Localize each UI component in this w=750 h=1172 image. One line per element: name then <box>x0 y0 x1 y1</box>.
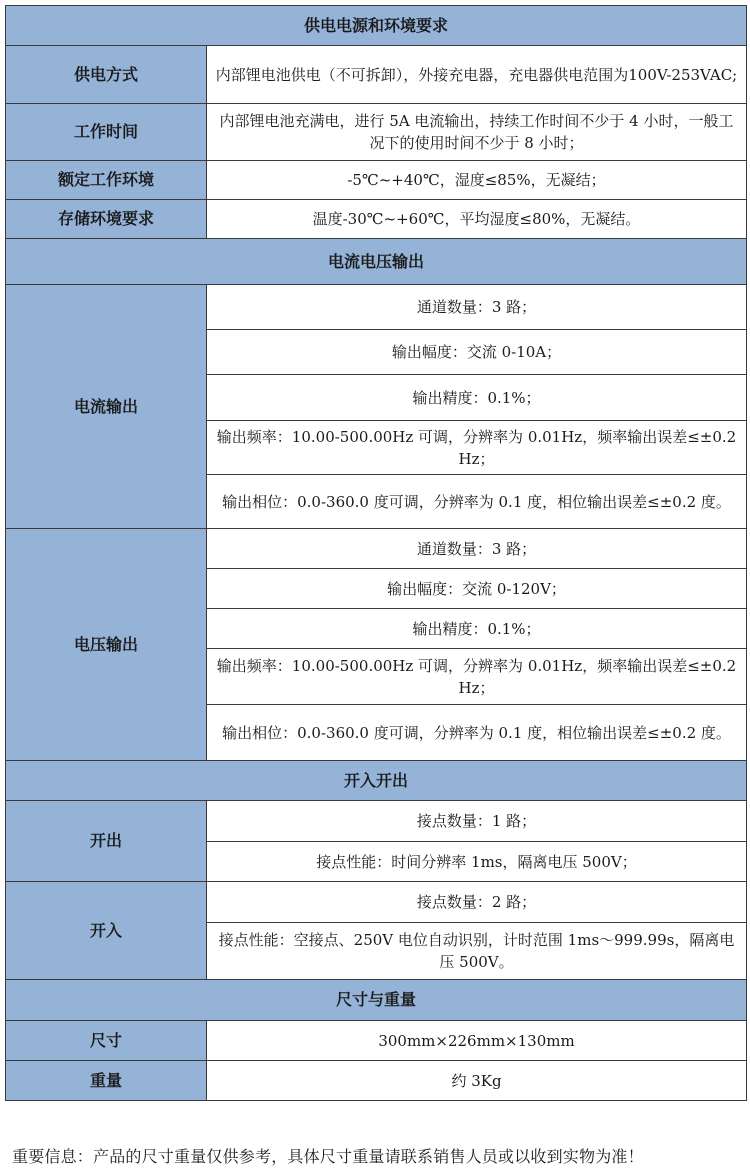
row-value: 300mm×226mm×130mm <box>207 1021 747 1061</box>
section-header-row <box>6 761 747 801</box>
table-row <box>6 1021 747 1061</box>
row-label: 开出 <box>6 801 207 882</box>
row-label: 电流输出 <box>6 285 207 529</box>
section-header-output: 电流电压输出 <box>6 239 747 285</box>
section-header-row <box>6 6 747 46</box>
spec-table <box>5 5 747 1101</box>
row-value: 输出幅度：交流 0-10A； <box>207 330 747 375</box>
table-row <box>6 882 747 923</box>
footnote: 重要信息：产品的尺寸重量仅供参考，具体尺寸重量请联系销售人员或以收到实物为准！ <box>12 1147 644 1166</box>
row-value: 输出精度：0.1%； <box>207 375 747 421</box>
row-value: -5℃~+40℃，湿度≤85%，无凝结； <box>207 161 747 200</box>
row-value: 输出精度：0.1%； <box>207 609 747 649</box>
section-header-size: 尺寸与重量 <box>6 980 747 1021</box>
row-label: 尺寸 <box>6 1021 207 1061</box>
table-row <box>6 161 747 200</box>
row-label: 额定工作环境 <box>6 161 207 200</box>
row-value: 输出相位：0.0-360.0 度可调，分辨率为 0.1 度，相位输出误差≤±0.2 度。 <box>207 705 747 761</box>
row-label: 开入 <box>6 882 207 980</box>
row-value: 通道数量：3 路； <box>207 285 747 330</box>
row-value: 内部锂电池供电（不可拆卸），外接充电器，充电器供电范围为100V-253VAC; <box>207 46 747 104</box>
row-value: 温度-30℃~+60℃，平均湿度≤80%，无凝结。 <box>207 200 747 239</box>
table-row <box>6 104 747 161</box>
table-row <box>6 200 747 239</box>
table-row <box>6 801 747 842</box>
row-value: 输出相位：0.0-360.0 度可调，分辨率为 0.1 度，相位输出误差≤±0.2 度。 <box>207 475 747 529</box>
row-value: 约 3Kg <box>207 1061 747 1101</box>
row-label: 供电方式 <box>6 46 207 104</box>
table-row <box>6 46 747 104</box>
table-row <box>6 285 747 330</box>
row-label: 工作时间 <box>6 104 207 161</box>
row-value: 输出频率：10.00-500.00Hz 可调，分辨率为 0.01Hz，频率输出误差≤±0.2 Hz； <box>207 649 747 705</box>
section-header-row <box>6 239 747 285</box>
row-value: 内部锂电池充满电，进行 5A 电流输出，持续工作时间不少于 4 小时，一般工况下的使用时间不少于 8 小时； <box>207 104 747 161</box>
row-value: 输出频率：10.00-500.00Hz 可调，分辨率为 0.01Hz，频率输出误差≤±0.2 Hz； <box>207 421 747 475</box>
row-label: 存储环境要求 <box>6 200 207 239</box>
row-label: 重量 <box>6 1061 207 1101</box>
row-value: 接点性能：空接点、250V 电位自动识别，计时范围 1ms～999.99s，隔离电压 500V。 <box>207 923 747 980</box>
section-header-power: 供电电源和环境要求 <box>6 6 747 46</box>
table-row <box>6 529 747 569</box>
row-value: 接点数量：2 路； <box>207 882 747 923</box>
row-value: 输出幅度：交流 0-120V； <box>207 569 747 609</box>
row-label: 电压输出 <box>6 529 207 761</box>
section-header-row <box>6 980 747 1021</box>
section-header-io: 开入开出 <box>6 761 747 801</box>
table-row <box>6 1061 747 1101</box>
row-value: 接点数量：1 路； <box>207 801 747 842</box>
row-value: 接点性能：时间分辨率 1ms，隔离电压 500V； <box>207 842 747 882</box>
row-value: 通道数量：3 路； <box>207 529 747 569</box>
